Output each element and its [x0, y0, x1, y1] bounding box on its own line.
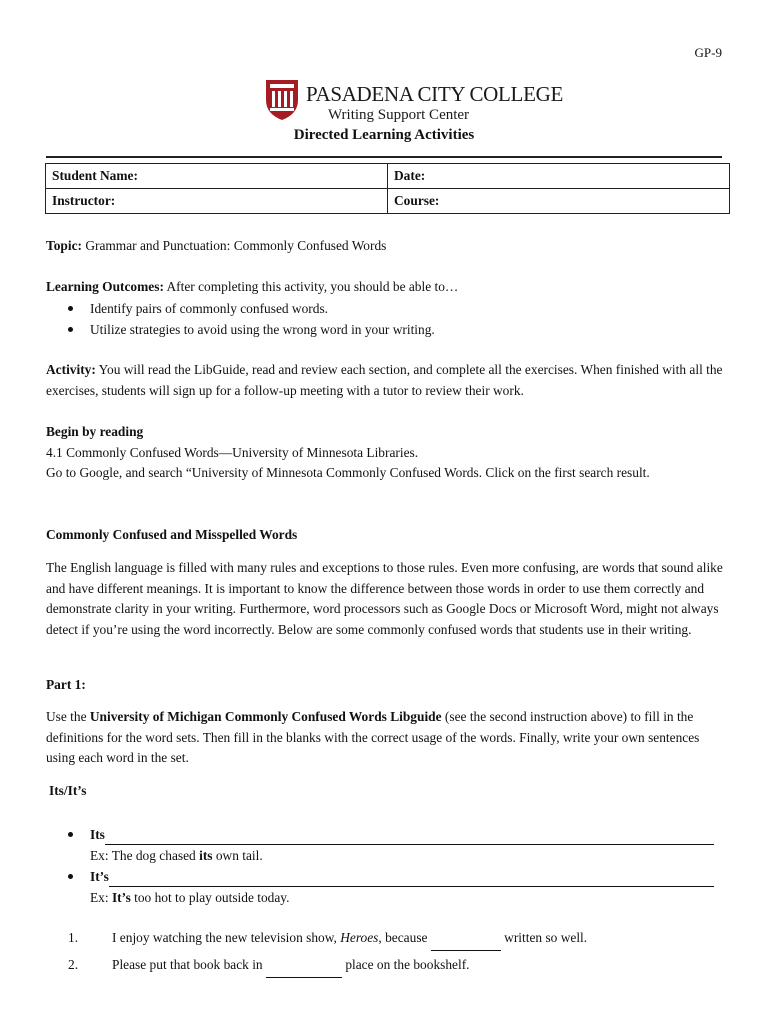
example-text: Ex: The dog chased	[90, 848, 200, 863]
reading-section	[46, 422, 726, 484]
bullet-icon	[68, 327, 73, 332]
part1-heading-wrap	[46, 675, 726, 696]
section-body-text: The English language is filled with many rules and exceptions to those rules. Even more confusing, are words that sound alike and have different meanings. It is important to know the difference between those words in order to use them correctly and demonstrate clarity in your writing. Furthermore, word processors such as Google Docs or Microsoft Word, might not always detect if you’re using the word incorrectly. Below are some commonly confused words that students use in their writing.	[46, 560, 723, 637]
bullet-icon	[68, 306, 73, 311]
answer-blank[interactable]	[266, 963, 342, 978]
example-bold: It’s	[111, 890, 131, 905]
word-definitions	[46, 824, 726, 908]
answer-blank[interactable]	[431, 936, 501, 951]
outcome-item	[46, 319, 726, 340]
section-heading-wrap	[46, 525, 726, 546]
definition-row-its	[46, 824, 726, 845]
show-title: Heroes	[340, 930, 379, 945]
course-cell[interactable]: Course:	[388, 189, 730, 214]
reading-heading: Begin by reading	[46, 424, 144, 439]
logo-subtitle: Writing Support Center	[328, 107, 470, 123]
word-its: Its	[90, 827, 105, 842]
intro-text-post: (see the second instruction above) to fill in the definitions for the word sets. Then fill in the blanks with the correct usage of the words. Finally, write your own sentences using each word in the set.	[46, 709, 700, 766]
outcome-item-text: Identify pairs of commonly confused words.	[90, 300, 329, 316]
libguide-name: University of Michigan Commonly Confused Words Libguide	[89, 709, 442, 724]
example-its-contraction	[46, 887, 726, 908]
example-its	[46, 845, 726, 866]
exercise-item	[46, 951, 726, 978]
college-seal-icon	[264, 78, 300, 122]
activity-paragraph	[46, 360, 726, 401]
definition-blank-its-contraction[interactable]	[109, 870, 714, 887]
definition-row-its-contraction	[46, 866, 726, 887]
date-cell[interactable]: Date:	[388, 164, 730, 189]
outcome-item	[46, 298, 726, 319]
outcome-item-text: Utilize strategies to avoid using the wrong word in your writing.	[90, 321, 435, 337]
word-its-contraction: It’s	[90, 869, 109, 884]
outcomes-text: After completing this activity, you should be able to…	[163, 279, 459, 294]
example-bold: its	[199, 848, 213, 863]
word-set-title: Its/It’s	[49, 783, 87, 798]
student-name-cell[interactable]: Student Name:	[46, 164, 388, 189]
part1-intro	[46, 707, 726, 769]
page-number: GP-9	[694, 45, 722, 60]
exercise-text: written so well.	[500, 930, 588, 945]
example-text: own tail.	[212, 848, 263, 863]
instructor-cell[interactable]: Instructor:	[46, 189, 388, 214]
exercise-item	[46, 924, 726, 951]
intro-text-pre: Use the	[46, 709, 90, 724]
example-text: too hot to play outside today.	[130, 890, 290, 905]
activity-label: Activity:	[46, 362, 96, 377]
exercise-text: place on the bookshelf.	[341, 957, 470, 972]
section-heading: Commonly Confused and Misspelled Words	[46, 527, 298, 542]
logo-college-name: PASADENA CITY COLLEGE	[306, 82, 563, 106]
exercise-number: 2.	[68, 957, 79, 972]
word-set-title-wrap	[49, 781, 729, 802]
activity-text: You will read the LibGuide, read and review each section, and complete all the exercises. When finished with all the exercises, students will sign up for a follow-up meeting with a tutor to review their work.	[46, 362, 723, 398]
topic-text: Grammar and Punctuation: Commonly Confused Words	[81, 238, 387, 253]
part1-heading: Part 1:	[46, 677, 86, 692]
example-text: Ex:	[90, 890, 112, 905]
outcomes-label: Learning Outcomes:	[46, 279, 164, 294]
exercise-text: Please put that book back in	[112, 957, 266, 972]
topic-paragraph	[46, 236, 726, 257]
reading-line-2: Go to Google, and search “University of Minnesota Commonly Confused Words. Click on the first search result.	[46, 465, 650, 481]
student-info-table	[45, 163, 730, 214]
bullet-icon	[68, 832, 73, 837]
college-logo	[262, 78, 563, 124]
exercise-text: I enjoy watching the new television show,	[112, 930, 341, 945]
learning-outcomes	[46, 277, 726, 340]
reading-line-1: 4.1 Commonly Confused Words—University of Minnesota Libraries.	[46, 444, 419, 460]
exercise-list	[46, 924, 726, 978]
title-divider	[46, 156, 722, 158]
definition-blank-its[interactable]	[105, 828, 714, 845]
document-title: Directed Learning Activities	[293, 127, 475, 143]
section-body	[46, 558, 726, 640]
exercise-text: , because	[378, 930, 431, 945]
topic-label: Topic:	[46, 238, 82, 253]
exercise-number: 1.	[68, 930, 79, 945]
bullet-icon	[68, 874, 73, 879]
